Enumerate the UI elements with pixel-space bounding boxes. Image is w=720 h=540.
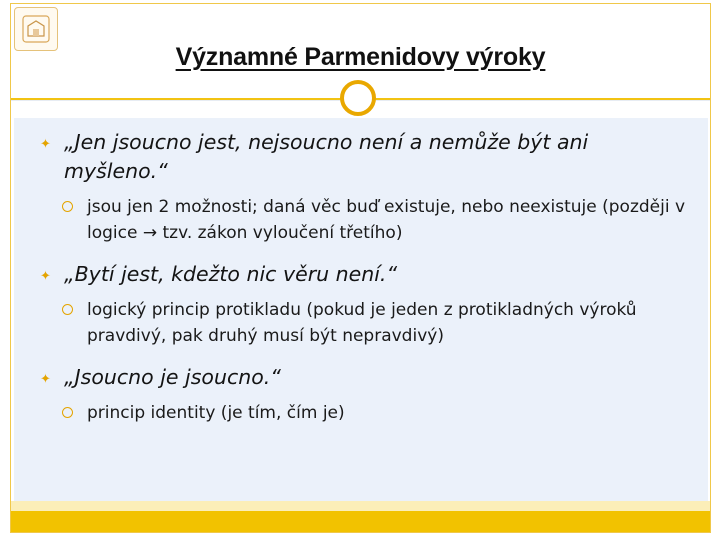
footer-band	[11, 511, 710, 532]
page-title: Významné Parmenidovy výroky	[175, 43, 546, 71]
footer-band-light	[11, 501, 710, 511]
explanation-text: jsou jen 2 možnosti; daná věc buď existuje, nebo neexistuje (později v logice → tzv. zákon vyloučení třetího)	[87, 197, 686, 243]
quote-item-2	[28, 260, 698, 289]
decorative-circle-icon	[340, 80, 376, 116]
quote-item-3	[28, 363, 698, 392]
ring-bullet-icon	[62, 407, 73, 418]
quote-text: „Jen jsoucno jest, nejsoucno není a nemůže být ani myšleno.“	[64, 130, 589, 183]
explanation-item-2	[28, 297, 698, 349]
quote-text: „Bytí jest, kdežto nic věru není.“	[64, 262, 398, 286]
ring-bullet-icon	[62, 201, 73, 212]
bullet-icon: ✦	[40, 372, 51, 387]
quote-item-1	[28, 128, 698, 186]
explanation-item-3	[28, 400, 698, 426]
quote-text: „Jsoucno je jsoucno.“	[64, 365, 281, 389]
explanation-text: logický princip protikladu (pokud je jeden z protikladných výroků pravdivý, pak druhý musí být nepravdivý)	[87, 300, 637, 346]
bullet-list	[28, 128, 698, 440]
ring-bullet-icon	[62, 304, 73, 315]
explanation-text: princip identity (je tím, čím je)	[87, 403, 345, 423]
explanation-item-1	[28, 194, 698, 246]
bullet-icon: ✦	[40, 137, 51, 152]
bullet-icon: ✦	[40, 269, 51, 284]
